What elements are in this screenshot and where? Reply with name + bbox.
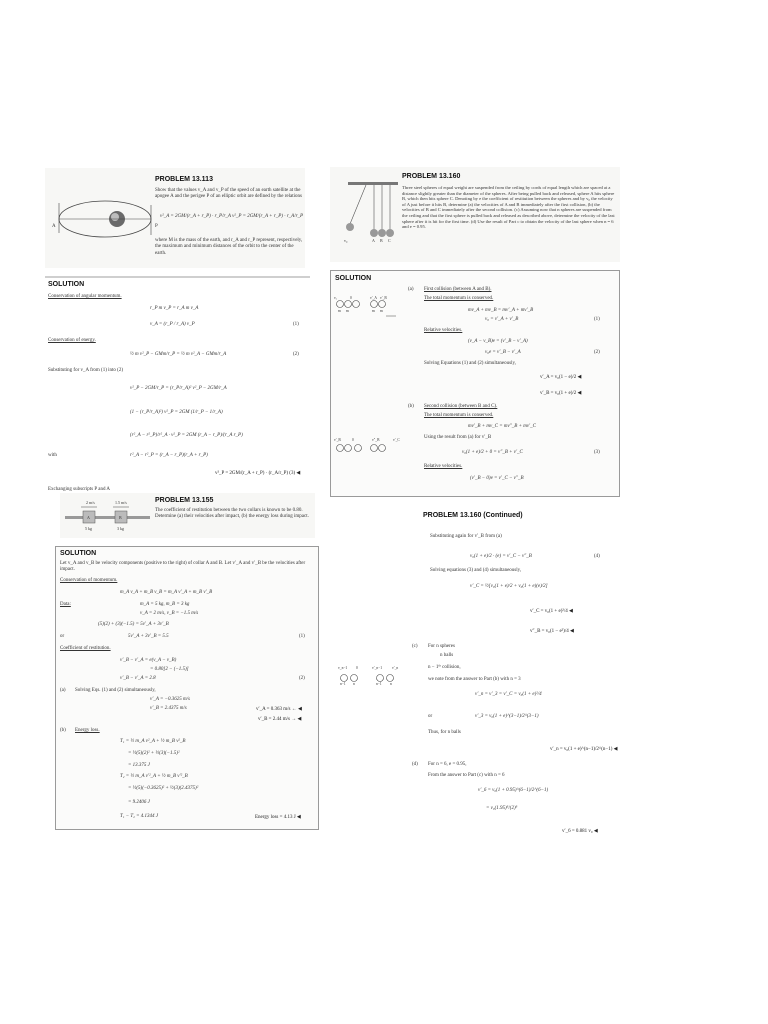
answer-160-vbb: v″_B = v₀(1 − e²)/4 ◀: [530, 628, 574, 634]
collision-n-label-idx1: n−1: [340, 682, 346, 686]
eq-t2-c: = 9.2406 J: [128, 800, 150, 805]
eq-subst-2: (1 − (r_P/r_A)²) v²_P = 2GM (1/r_P − 1/r_A): [130, 410, 223, 415]
collision-b-label-vbb: v″_B: [372, 438, 380, 442]
solution-13-113-ang-momentum-heading: Conservation of angular momentum.: [48, 294, 122, 299]
answer-160-vn: v′_n = v₀(1 + e)^(n−1)/2^(n−1) ◀: [550, 746, 618, 752]
collision-a-label-zero: 0: [350, 296, 352, 300]
collar-label-b: B: [119, 515, 122, 520]
collision-n-label-vn1: v_n−1: [338, 666, 348, 670]
eq-va-from-vp: v_A = (r_P / r_A) v_P: [150, 322, 195, 327]
ceiling-bar: [348, 182, 398, 185]
eq-t2-b: = ½(5)(−0.3625)² + ½(3)(2.4375)²: [128, 786, 199, 791]
answer-160-v6: v′_6 = 0.881 v₀ ◀: [562, 828, 598, 834]
eq-data-velocities: v_A = 2 m/s, v_B = −1.5 m/s: [140, 611, 199, 616]
problem-13-155-title: PROBLEM 13.155: [155, 497, 214, 504]
eq-momentum-numbers: (5)(2) + (3)(−1.5) = 5v′_A + 3v′_B: [98, 622, 169, 627]
eq-155-tag-1: (1): [299, 634, 305, 639]
cradle-label-a: A: [372, 238, 375, 243]
eq-restitution-3: v′_B − v′_A = 2.8: [120, 676, 156, 681]
eq-subst-1: v²_P − 2GM/r_P = (r_P/r_A)² v²_P − 2GM/r_A: [130, 386, 227, 391]
part-a-solving: Solving Eqs. (1) and (2) simultaneously,: [75, 688, 156, 693]
part-a-160-relative: Relative velocities.: [424, 328, 463, 333]
collar-label-va: 2 m/s: [86, 500, 95, 505]
sphere-a: [346, 223, 354, 231]
collision-a-label-m3: m: [372, 309, 375, 313]
rod: [65, 516, 150, 519]
eq-data-masses: m_A = 5 kg, m_B = 3 kg: [140, 602, 190, 607]
eq-160-d-2: = v₀(1.95)⁵/(2)⁵: [486, 806, 518, 811]
eq-160-c-3: v′_n = v′_3 = v′_C = v₀(1 + e)²/4: [475, 692, 542, 697]
answer-160-vb: v′_B = v₀(1 + e)/2 ◀: [540, 390, 581, 396]
collision-a-label-m2: m: [346, 309, 349, 313]
eq-restitution-1: v′_B − v′_A = e(v_A − v_B): [120, 658, 177, 663]
solution-13-160-title: SOLUTION: [335, 275, 372, 282]
sphere-c: [378, 229, 386, 237]
eq-momentum: m_A v_A + m_B v_B = m_A v′_A + m_B v′_B: [120, 590, 213, 595]
eq-160-c-4: v′_3 = v₀(1 + e)^(3−1)/2^(3−1): [475, 714, 539, 719]
solution-13-113-with: with: [48, 453, 57, 458]
eq-restitution-2: = 0.80[2 − (−1.5)]: [150, 667, 189, 672]
eq-va-result: v′_A = −0.3625 m/s: [150, 697, 190, 702]
eq-difference-of-squares: r²_A − r²_P = (r_A − r_P)(r_A + r_P): [130, 453, 208, 458]
cradle-label-v0: v₀: [344, 238, 348, 243]
part-c-note: we note from the answer to Part (b) with n = 3: [428, 677, 521, 682]
part-c-substituting: Substituting again for v′_B from (a): [430, 534, 502, 539]
part-c-solving: Solving equations (3) and (4) simultaneously,: [430, 568, 522, 573]
solution-13-155-title: SOLUTION: [60, 550, 97, 557]
eq-160-b-2: v₀(1 + e)/2 + 0 = v″_B + v′_C: [462, 450, 523, 455]
earth-highlight: [111, 213, 119, 221]
eq-160-a-1b: v₀ = v′_A + v′_B: [485, 317, 519, 322]
sphere-b: [370, 229, 378, 237]
ball-1: [337, 301, 344, 308]
collision-a-label-m1: m: [338, 309, 341, 313]
ball-4: [371, 301, 378, 308]
ball-b3: [355, 445, 362, 452]
solution-13-113-header-bar: [45, 276, 310, 278]
ball-n1: [341, 675, 348, 682]
eq-155-tag-2: (2): [299, 676, 305, 681]
solution-13-155-momentum-heading: Conservation of momentum.: [60, 578, 118, 583]
eq-t2-a: T₂ = ½ m_A v′²_A + ½ m_B v′²_B: [120, 774, 188, 779]
part-a-label: (a): [60, 688, 66, 693]
eq-vb-result: v′_B = 2.4375 m/s: [150, 706, 187, 711]
part-b-label: (b): [60, 728, 66, 733]
solution-13-113-exchanging: Exchanging subscripts P and A: [48, 487, 111, 492]
collision-n-label-zero: 0: [356, 666, 358, 670]
eq-160-a-2b: v₀e = v′_B − v′_A: [485, 350, 521, 355]
eq-t1-a: T₁ = ½ m_A v²_A + ½ m_B v²_B: [120, 739, 186, 744]
part-d-label: (d): [412, 762, 418, 767]
part-a-160-momentum: The total momentum is conserved.: [424, 296, 494, 301]
eq-160-a-1: mv_A + mv_B = mv′_A + mv′_B: [468, 308, 534, 313]
collision-a-figure: [334, 294, 399, 320]
problem-13-155-statement: The coefficient of restitution between the two collars is known to be 0.80. Determine (a) their velocities after impact, (b) the energy loss during impact.: [155, 508, 309, 520]
answer-energy-loss: Energy loss = 4.13 J ◀: [255, 814, 301, 820]
part-b-160-momentum: The total momentum is conserved.: [424, 413, 494, 418]
part-c-thus: Thus, for n balls: [428, 730, 461, 735]
collision-b-label-zero: 0: [352, 438, 354, 442]
sphere-d: [386, 229, 394, 237]
part-a-160-title: First collision (between A and B).: [424, 287, 492, 292]
collar-label-ma: 5 kg: [85, 526, 92, 531]
eq-t1-b: = ½(5)(2)² + ½(3)(−1.5)²: [128, 751, 180, 756]
eq-160-c-1: v₀(1 + e)/2 · (e) = v′_C − v″_B: [470, 554, 532, 559]
answer-vb: v′_B = 2.44 m/s → ◀: [258, 716, 301, 722]
ball-b4: [371, 445, 378, 452]
part-b-160-relative: Relative velocities.: [424, 464, 463, 469]
eq-160-c-2: v′_C = ½[v₀(1 + e)/2 + v₀(1 + e)(e)/2]: [470, 584, 548, 589]
eq-160-d-1: v′_6 = v₀(1 + 0.95)^(6−1)/2^(6−1): [478, 788, 549, 793]
cradle-label-b: B: [380, 238, 383, 243]
ball-n2: [351, 675, 358, 682]
problem-13-160-continued-title: PROBLEM 13.160 (Continued): [423, 512, 523, 519]
eq-160-tag-3: (3): [594, 450, 600, 455]
problem-13-160-statement: Three steel spheres of equal weight are suspended from the ceiling by cords of equal length which are spaced at a distance slightly greater than the diameter of the spheres. After being pulled back and released, sphere A hits sphere B, which then hits sphere C. Denoting by e the coefficient of restitution between the spheres and by v₀ the velocity of A just before it hits B, determine (a) the velocities of A and B immediately after the first collision, (b) the velocities of B and C immediately after the second collision. (c) Assuming now that n spheres are suspended from the ceiling and that the first sphere is pulled back and released as described above, determine the velocity of the last sphere after it is hit for the first time. (d) Use the result of Part c to obtain the velocity of the last sphere when n = 6 and e = 0.95.: [402, 185, 615, 230]
part-b-160-label: (b): [408, 404, 414, 409]
part-b-energy-loss: Energy loss.: [75, 728, 100, 733]
eq-t-difference: T₁ − T₂ = 4.1344 J: [120, 814, 159, 819]
ball-3: [353, 301, 360, 308]
ball-b5: [379, 445, 386, 452]
ball-b1: [337, 445, 344, 452]
newtons-cradle-figure: [340, 182, 400, 244]
part-b-160-using: Using the result from (a) for v′_B: [424, 435, 492, 440]
part-c-nm1-collision: n − 1ᵗʰ collision,: [428, 665, 461, 670]
eq-160-b-1: mv′_B + mv_C = mv″_B + mv′_C: [468, 424, 536, 429]
part-c-n-spheres: For n spheres: [428, 644, 455, 649]
collar-label-mb: 3 kg: [117, 526, 124, 531]
collision-a-label-v0: v₀: [334, 296, 338, 300]
ball-n4: [387, 675, 394, 682]
solution-13-113-energy-heading: Conservation of energy.: [48, 338, 96, 343]
eq-subst-3: (r²_A − r²_P)/r²_A · v²_P = 2GM (r_A − r_P)/(r_A r_P): [130, 433, 243, 438]
answer-160-vc: v′_C = v₀(1 + e)²/4 ◀: [530, 608, 573, 614]
collision-n-label-idx3: n−1: [376, 682, 382, 686]
part-a-160-label: (a): [408, 287, 414, 292]
part-a-160-solving: Solving Equations (1) and (2) simultaneously,: [424, 361, 516, 366]
eq-momentum-simplified: 5v′_A + 3v′_B = 5.5: [128, 634, 169, 639]
collision-a-label-vb: v′_B: [380, 296, 387, 300]
collar-label-a: A: [87, 515, 90, 520]
cradle-label-c: C: [388, 238, 391, 243]
ball-b2: [345, 445, 352, 452]
collision-b-label-vc: v′_C: [393, 438, 400, 442]
collision-b-label-vb: v′_B: [334, 438, 341, 442]
orbit-figure: [55, 193, 155, 248]
orbit-label-a: A: [52, 224, 56, 229]
problem-13-113-title: PROBLEM 13.113: [155, 176, 213, 183]
part-c-or: or: [428, 714, 433, 719]
part-d-for: For n = 6, e = 0.95,: [428, 762, 467, 767]
part-c-label: (c): [412, 644, 418, 649]
collision-n-label-vpn1: v′_n−1: [372, 666, 383, 670]
ball-5: [379, 301, 386, 308]
eq-160-tag-1: (1): [594, 317, 600, 322]
solution-13-155-intro: Let v_A and v_B be velocity components (positive to the right) of collar A and B. Let v′_A and v′_B be the velocities after impact.: [60, 561, 306, 573]
problem-13-113-statement: Show that the values v_A and v_P of the speed of an earth satellite at the apogee A and the perigee P of an elliptic orbit are defined by the relations: [155, 188, 302, 200]
problem-13-113-where: where M is the mass of the earth, and r_A and r_P represent, respectively, the maximum and minimum distances of the orbit to the center of the earth.: [155, 238, 303, 256]
problem-13-160-title: PROBLEM 13.160: [402, 173, 461, 180]
solution-13-155-restitution-heading: Coefficient of restitution.: [60, 646, 111, 651]
collision-n-label-vpn: v′_n: [392, 666, 399, 670]
solution-13-113-title: SOLUTION: [48, 281, 85, 288]
orbit-label-p: P: [155, 224, 158, 229]
cord-a: [350, 185, 366, 224]
eq-energy: ½ m v²_P − GMm/r_P = ½ m v²_A − GMm/r_A: [130, 352, 227, 357]
collision-n-label-idx2: n: [353, 682, 355, 686]
solution-13-155-data-label: Data:: [60, 602, 71, 607]
solution-13-113-substituting: Substituting for v_A from (1) into (2): [48, 368, 123, 373]
ball-2: [345, 301, 352, 308]
eq-160-tag-2: (2): [594, 350, 600, 355]
part-b-160-title: Second collision (between B and C).: [424, 404, 498, 409]
eq-angular-momentum: r_P m v_P = r_A m v_A: [150, 306, 199, 311]
ball-n3: [377, 675, 384, 682]
eq-tag-2: (2): [293, 352, 299, 357]
collision-a-label-m4: m: [380, 309, 383, 313]
answer-va: v′_A = 0.363 m/s ← ◀: [256, 706, 302, 712]
solution-13-155-or: or: [60, 634, 65, 639]
collars-figure: [65, 505, 150, 530]
eq-t1-c: = 13.375 J: [128, 763, 150, 768]
collision-n-label-idx4: n: [390, 682, 392, 686]
eq-160-b-3: (v′_B − 0)e = v′_C − v″_B: [470, 476, 524, 481]
part-c-n-balls: n balls: [440, 653, 454, 658]
eq-tag-1: (1): [293, 322, 299, 327]
part-d-from: From the answer to Part (c) with n = 6: [428, 773, 505, 778]
answer-vp-squared: v²_P = 2GM/(r_A + r_P) · (r_A/r_P) (3) ◀: [215, 470, 300, 476]
eq-160-a-2: (v_A − v_B)e = (v′_B − v′_A): [468, 339, 528, 344]
eq-160-tag-4: (4): [594, 554, 600, 559]
collar-label-vb: 1.5 m/s: [115, 500, 127, 505]
collision-a-label-va: v′_A: [370, 296, 377, 300]
problem-13-113-main-equation: v²_A = 2GM/(r_A + r_P) · r_P/r_A v²_P = 2GM/(r_A + r_P) · r_A/r_P: [160, 214, 304, 219]
answer-160-va: v′_A = v₀(1 − e)/2 ◀: [540, 374, 581, 380]
